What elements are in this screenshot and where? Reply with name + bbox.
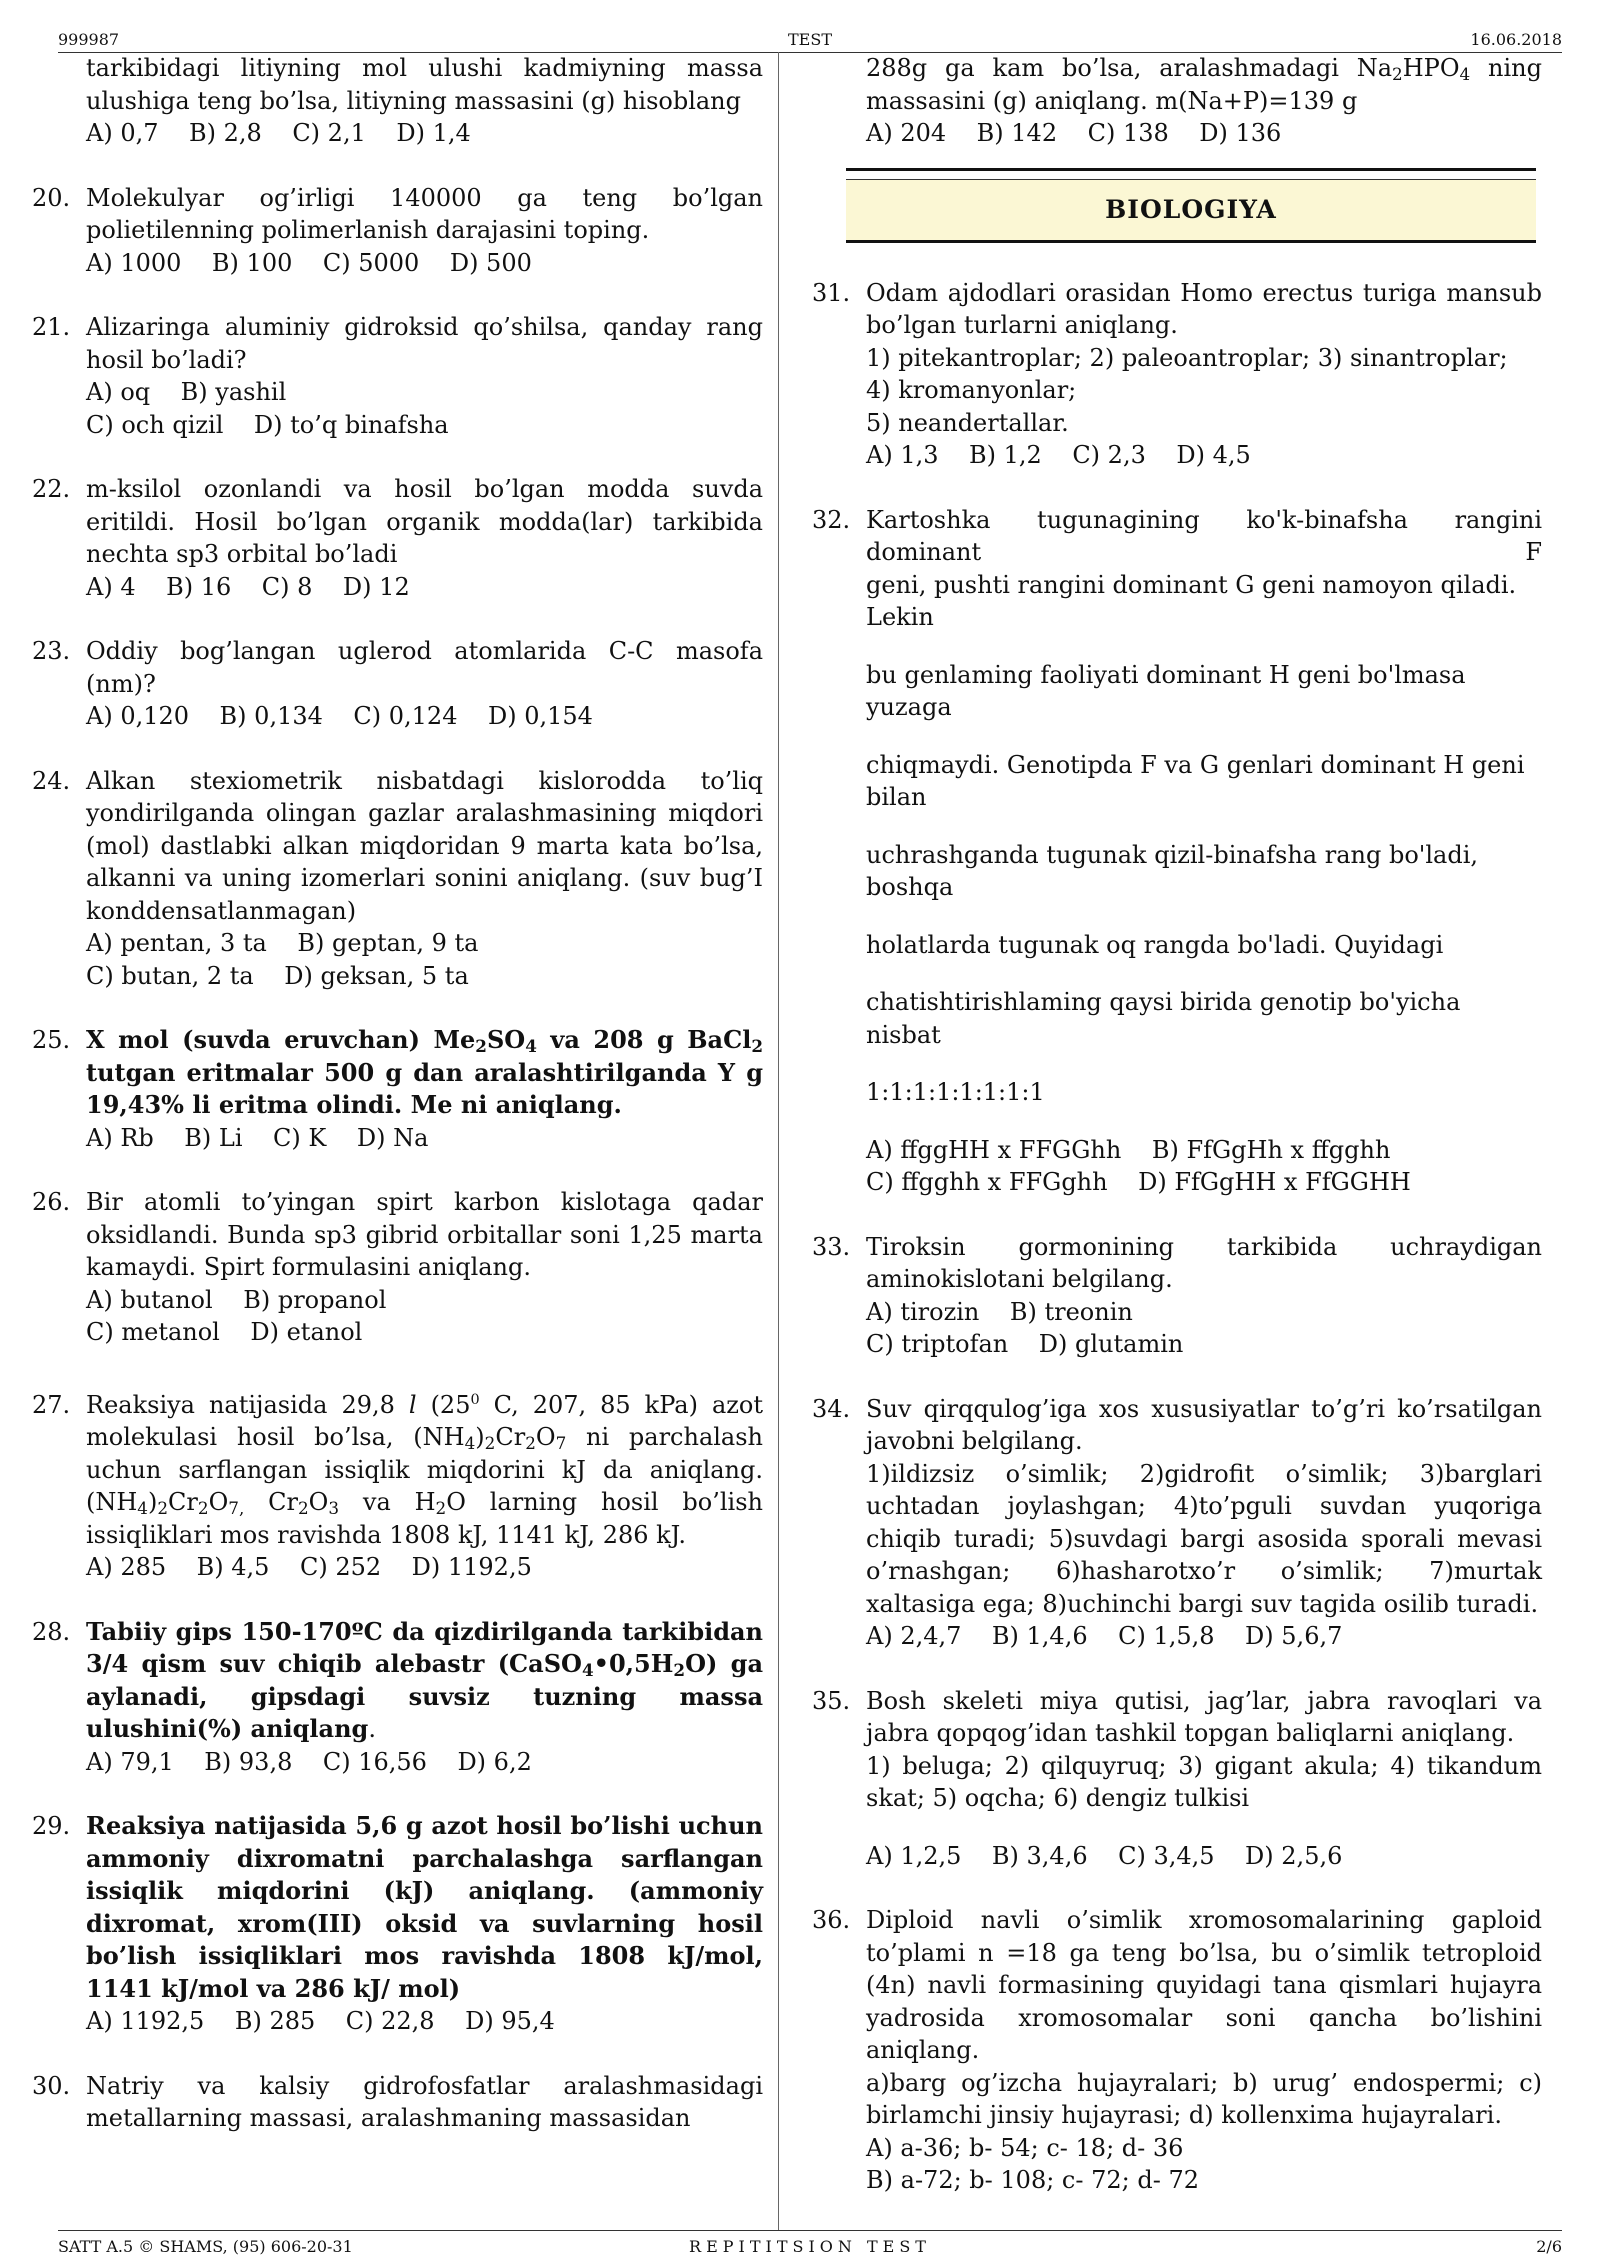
- question-number: 30.: [32, 2071, 71, 2100]
- question-paragraph: chiqmaydi. Genotipda F va G genlari dominant H geni bilan: [866, 750, 1525, 811]
- question-text: Tiroksin gormonining tarkibida uchraydigan aminokislotani belgilang.: [866, 1232, 1542, 1293]
- question-text: Alizaringa aluminiy gidroksid qo’shilsa, qanday rang hosil bo’ladi?: [86, 313, 763, 374]
- question-paragraph: bu genlaming faoliyati dominant H geni bo'lmasa yuzaga: [866, 660, 1466, 721]
- question-text: Bosh skeleti miya qutisi, jag’lar, jabra ravoqlari va jabra qopqog’idan tashkil topgan baliqlarni aniqlang.: [866, 1686, 1542, 1747]
- question-options: A) oq B) yashil: [86, 378, 287, 406]
- question-28: [30, 1616, 763, 1779]
- question-31: [810, 277, 1542, 472]
- question-paragraph: 1:1:1:1:1:1:1:1: [866, 1078, 1045, 1106]
- question-number: 20.: [32, 183, 71, 212]
- column-divider: [778, 52, 779, 2230]
- header-code: 999987: [58, 30, 120, 49]
- question-options: A) 1192,5 B) 285 C) 22,8 D) 95,4: [86, 2007, 555, 2035]
- question-options: C) metanol D) etanol: [86, 1318, 363, 1346]
- question-options: B) a-72; b- 108; c- 72; d- 72: [866, 2166, 1199, 2194]
- question-33: [810, 1231, 1542, 1361]
- question-number: 29.: [32, 1812, 71, 1840]
- question-options: A) 79,1 B) 93,8 C) 16,56 D) 6,2: [86, 1747, 532, 1776]
- question-number: 33.: [812, 1232, 851, 1261]
- question-number: 23.: [32, 637, 71, 665]
- question-options: A) 1000 B) 100 C) 5000 D) 500: [86, 248, 532, 277]
- question-24: [30, 765, 763, 993]
- left-column: [30, 52, 763, 2135]
- question-number: 26.: [32, 1188, 71, 1216]
- question-options: A) 0,7 B) 2,8 C) 2,1 D) 1,4: [86, 119, 471, 147]
- question-29: [30, 1810, 763, 2038]
- question-21: [30, 311, 763, 441]
- question-36: [810, 1904, 1542, 2197]
- question-19-continued: [30, 52, 763, 150]
- question-paragraph: geni, pushti rangini dominant G geni namoyon qiladi. Lekin: [866, 570, 1517, 631]
- question-22: [30, 473, 763, 603]
- section-title: BIOLOGIYA: [846, 179, 1536, 243]
- question-number: 32.: [812, 505, 851, 534]
- question-text: Tabiiy gips 150-170ºC da qizdirilganda tarkibidan 3/4 qism suv chiqib alebastr $(CaSO_4•0,5H_2O)$ ga aylanadi, gipsdagi suvsiz tuzning massa ulushini(%) aniqlang.: [86, 1616, 763, 1743]
- question-number: 24.: [32, 766, 71, 795]
- question-line: 4) kromanyonlar;: [866, 376, 1077, 404]
- question-options: A) ffggHH x FFGGhh B) FfGgHh x ffgghh: [866, 1135, 1391, 1164]
- question-text: tarkibidagi litiyning mol ulushi kadmiyning massa ulushiga teng bo’lsa, litiyning massasini (g) hisoblang: [86, 54, 763, 115]
- section-header: [846, 168, 1536, 243]
- question-text: Reaksiya natijasida 5,6 g azot hosil bo’lishi uchun ammoniy dixromatni parchalashga sarflangan issiqlik miqdorini (kJ) aniqlang. (ammoniy dixromat, xrom(III) oksid va suvlarning hosil bo’lish issiqliklari mos ravishda 1808 kJ/mol, 1141 kJ/mol va 286 kJ/ mol): [86, 1811, 763, 2003]
- question-options: A) 0,120 B) 0,134 C) 0,124 D) 0,154: [86, 702, 593, 730]
- question-line: 1) pitekantroplar; 2) paleoantroplar; 3) sinantroplar;: [866, 343, 1508, 372]
- question-paragraph: chatishtirishlaming qaysi birida genotip bo'yicha nisbat: [866, 988, 1461, 1049]
- question-number: 34.: [812, 1394, 851, 1423]
- question-number: 35.: [812, 1686, 851, 1715]
- question-options: A) 1,3 B) 1,2 C) 2,3 D) 4,5: [866, 441, 1251, 469]
- question-list: a)barg og’izcha hujayralari; b) urug’ endospermi; c) birlamchi jinsiy hujayrasi; d) kollenxima hujayralari.: [866, 2068, 1542, 2129]
- question-text: Diploid navli o’simlik xromosomalarining gaploid to’plami n =18 ga teng bo’lsa, bu o’simlik tetroploid (4n) navli formasining quyidagi tana qismlari hujayra yadrosida xromosomalar soni qancha bo’lishini aniqlang.: [866, 1906, 1542, 2064]
- question-list: 1) beluga; 2) qilquyruq; 3) gigant akula; 4) tikandum skat; 5) oqcha; 6) dengiz tulkisi: [866, 1751, 1542, 1812]
- page-footer: [58, 2230, 1562, 2256]
- question-20: [30, 182, 763, 280]
- question-paragraph: Kartoshka tugunagining ko'k-binafsha rangini dominant F: [866, 505, 1542, 566]
- right-column: [810, 52, 1542, 2197]
- question-35: [810, 1685, 1542, 1873]
- question-options: C) butan, 2 ta D) geksan, 5 ta: [86, 961, 469, 990]
- question-30-continued: [810, 52, 1542, 150]
- question-options: A) a-36; b- 54; c- 18; d- 36: [866, 2133, 1184, 2162]
- question-options: A) 1,2,5 B) 3,4,6 C) 3,4,5 D) 2,5,6: [866, 1841, 1343, 1870]
- question-number: 36.: [812, 1906, 851, 1934]
- question-options: A) 285 B) 4,5 C) 252 D) 1192,5: [86, 1553, 532, 1581]
- question-text: Molekulyar og’irligi 140000 ga teng bo’lgan polietilenning polimerlanish darajasini toping.: [86, 183, 763, 244]
- question-options: A) 4 B) 16 C) 8 D) 12: [86, 572, 410, 601]
- question-number: 25.: [32, 1026, 71, 1054]
- question-text: Reaksiya natijasida 29,8 l ($25^0$ C, 207, 85 kPa) azot molekulasi hosil bo’lsa, $(NH_4)_2Cr_2O_7$ ni parchalash uchun sarflangan issiqlik miqdorini kJ da aniqlang. $(NH_4)_2Cr_2O_{7,}$ $Cr_2O_3$ va $H_2O$ larning hosil bo’lish issiqliklari mos ravishda 1808 kJ, 1141 kJ, 286 kJ.: [86, 1390, 764, 1549]
- question-32: [810, 504, 1542, 1199]
- question-paragraph: uchrashganda tugunak qizil-binafsha rang bo'ladi, boshqa: [866, 840, 1479, 901]
- question-line: 5) neandertallar.: [866, 408, 1069, 437]
- question-text: m-ksilol ozonlandi va hosil bo’lgan modda suvda eritildi. Hosil bo’lgan organik modda(lar) tarkibida nechta sp3 orbital bo’ladi: [86, 475, 763, 568]
- page-header: [58, 30, 1562, 53]
- question-paragraph: holatlarda tugunak oq rangda bo'ladi. Quyidagi: [866, 930, 1444, 959]
- question-26: [30, 1186, 763, 1349]
- question-30: [30, 2070, 763, 2135]
- question-text: Oddiy bog’langan uglerod atomlarida C-C masofa (nm)?: [86, 637, 763, 698]
- question-text: Odam ajdodlari orasidan Homo erectus turiga mansub bo’lgan turlarni aniqlang.: [866, 278, 1542, 339]
- question-text: Suv qirqqulog’iga xos xususiyatlar to’g’ri ko’rsatilgan javobni belgilang.: [866, 1394, 1542, 1455]
- question-number: 27.: [32, 1390, 71, 1419]
- question-number: 31.: [812, 278, 851, 307]
- footer-title: REPITITSION TEST: [689, 2237, 931, 2256]
- question-25: [30, 1024, 763, 1154]
- question-text: X mol (suvda eruvchan) $Me_2SO_4$ va 208 g BaCl$_2$ tutgan eritmalar 500 g dan aralashtirilganda Y g 19,43% li eritma olindi. Me ni aniqlang.: [86, 1025, 763, 1119]
- question-27: [30, 1389, 763, 1584]
- question-options: C) ffgghh x FFGghh D) FfGgHH x FfGGHH: [866, 1168, 1411, 1196]
- page-number: 2/6: [1536, 2237, 1562, 2256]
- question-number: 28.: [32, 1617, 71, 1646]
- question-23: [30, 635, 763, 733]
- question-list: 1)ildizsiz o’simlik; 2)gidrofit o’simlik; 3)barglari uchtadan joylashgan; 4)to’pguli suvdan yuqoriga chiqib turadi; 5)suvdagi bargi asosida sporali mevasi o’rnashgan; 6)hasharotxo’r o’simlik; 7)murtak xaltasiga ega; 8)uchinchi bargi suv tagida osilib turadi.: [866, 1459, 1542, 1618]
- question-number: 21.: [32, 313, 71, 341]
- question-options: C) triptofan D) glutamin: [866, 1330, 1184, 1358]
- question-text: 288g ga kam bo’lsa, aralashmadagi $Na_2HPO_4$ ning massasini (g) aniqlang. m(Na+P)=139 g: [866, 54, 1542, 115]
- question-number: 22.: [32, 475, 71, 503]
- footer-copyright: SATT A.5 © SHAMS, (95) 606-20-31: [58, 2237, 353, 2256]
- question-options: A) tirozin B) treonin: [866, 1297, 1133, 1326]
- question-text: Natriy va kalsiy gidrofosfatlar aralashmasidagi metallarning massasi, aralashmaning massasidan: [86, 2071, 763, 2132]
- question-options: C) och qizil D) to’q binafsha: [86, 410, 449, 439]
- question-text: Alkan stexiometrik nisbatdagi kislorodda to’liq yondirilganda olingan gazlar aralashmasining miqdori (mol) dastlabki alkan miqdoridan 9 marta kata bo’lsa, alkanni va uning izomerlari sonini aniqlang. (suv bug’I konddensatlanmagan): [86, 766, 763, 925]
- question-options: A) 2,4,7 B) 1,4,6 C) 1,5,8 D) 5,6,7: [866, 1622, 1343, 1650]
- question-34: [810, 1393, 1542, 1653]
- header-date: 16.06.2018: [1470, 30, 1562, 49]
- question-options: A) Rb B) Li C) K D) Na: [86, 1123, 429, 1152]
- question-options: A) 204 B) 142 C) 138 D) 136: [866, 119, 1282, 147]
- header-title: TEST: [788, 30, 832, 49]
- question-options: A) pentan, 3 ta B) geptan, 9 ta: [86, 929, 479, 957]
- question-text: Bir atomli to’yingan spirt karbon kislotaga qadar oksidlandi. Bunda sp3 gibrid orbitallar soni 1,25 marta kamaydi. Spirt formulasini aniqlang.: [86, 1188, 763, 1281]
- question-options: A) butanol B) propanol: [86, 1285, 387, 1314]
